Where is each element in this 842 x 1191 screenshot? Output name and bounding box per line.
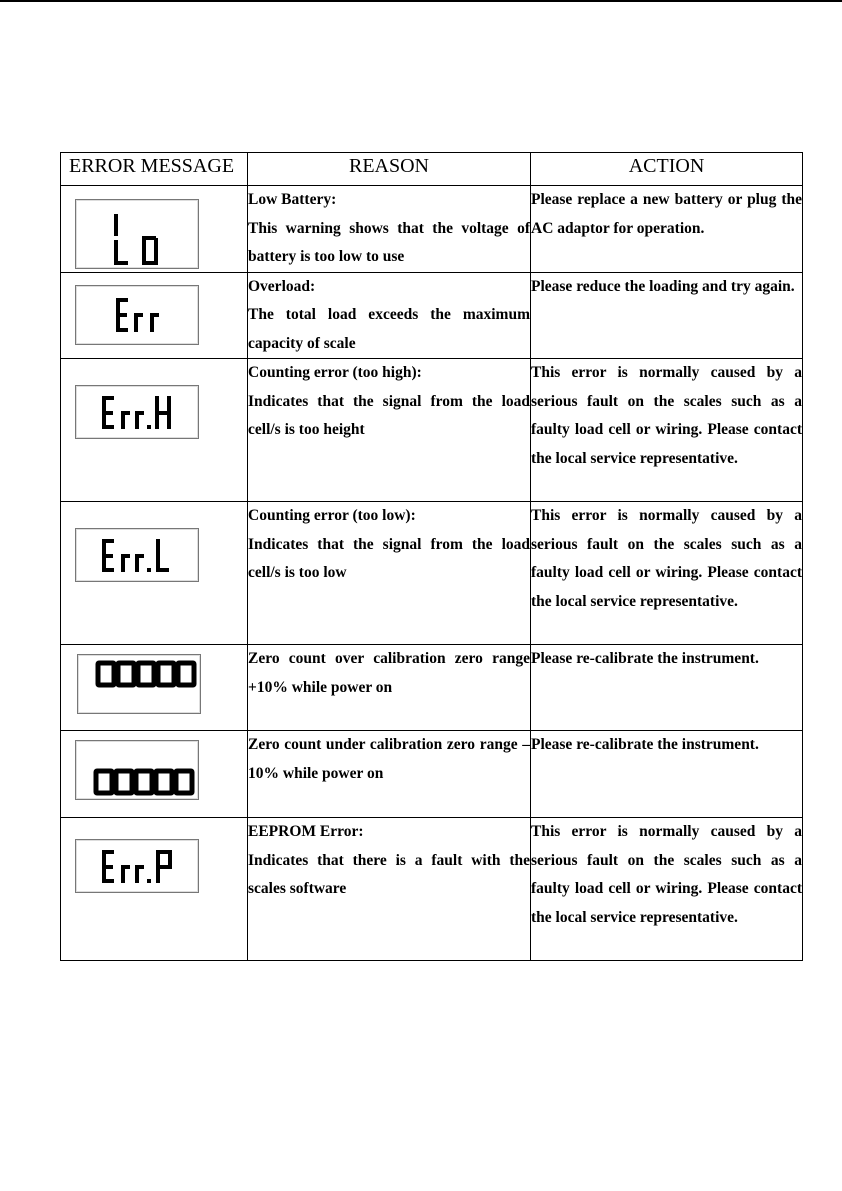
lcd-digit-0 bbox=[158, 663, 174, 685]
lcd-digit-0 bbox=[98, 663, 114, 685]
lcd-digit-r bbox=[121, 554, 130, 572]
lcd-digit-0 bbox=[96, 771, 112, 793]
lcd-decimal-point bbox=[147, 879, 151, 883]
lcd-digit-0 bbox=[176, 771, 192, 793]
reason-description: Indicates that the signal from the load cell/s is too low bbox=[248, 535, 530, 581]
lcd-readout-zeros-low bbox=[76, 741, 198, 799]
error-display-cell bbox=[61, 818, 248, 961]
error-display-cell bbox=[61, 186, 248, 273]
lcd-readout-err-h bbox=[76, 386, 198, 438]
lcd-digit-0 bbox=[136, 771, 152, 793]
lcd-digit-P bbox=[156, 850, 172, 883]
table-row bbox=[61, 359, 803, 502]
lcd-digit-0 bbox=[116, 771, 132, 793]
lcd-digit-E bbox=[102, 396, 114, 429]
lcd-digit-r bbox=[150, 313, 159, 332]
error-display-cell bbox=[61, 731, 248, 818]
lcd-readout-err bbox=[76, 286, 198, 344]
action-cell: This error is normally caused by a serious fault on the scales such as a faulty load cell or wiring. Please contact the local service representative. bbox=[531, 359, 803, 502]
action-cell: Please re-calibrate the instrument. bbox=[531, 731, 803, 818]
lcd-digit-0 bbox=[138, 663, 154, 685]
lcd-digit-r bbox=[135, 554, 144, 572]
lcd-display bbox=[75, 528, 199, 582]
lcd-display bbox=[75, 385, 199, 439]
lcd-digit-E bbox=[102, 539, 114, 572]
lcd-digit-r bbox=[135, 411, 144, 429]
header-error-message: ERROR MESSAGE bbox=[61, 153, 248, 186]
error-display-cell bbox=[61, 359, 248, 502]
lcd-digit-r bbox=[134, 313, 143, 332]
reason-title: Counting error (too high): bbox=[248, 364, 422, 381]
reason-title: Counting error (too low): bbox=[248, 507, 416, 524]
reason-cell bbox=[248, 359, 531, 502]
lcd-readout-err-p bbox=[76, 840, 198, 892]
table-row bbox=[61, 645, 803, 731]
lcd-digit-0 bbox=[156, 771, 172, 793]
reason-title: Overload: bbox=[248, 277, 316, 295]
reason-cell bbox=[248, 186, 531, 273]
lcd-display bbox=[75, 839, 199, 893]
reason-description: Zero count under calibration zero range –10% while power on bbox=[248, 736, 530, 782]
header-action: ACTION bbox=[531, 153, 803, 186]
reason-title: Low Battery: bbox=[248, 191, 337, 208]
action-cell: Please re-calibrate the instrument. bbox=[531, 645, 803, 731]
reason-description: Indicates that the signal from the load cell/s is too height bbox=[248, 392, 530, 438]
reason-cell bbox=[248, 818, 531, 961]
header-reason: REASON bbox=[248, 153, 531, 186]
lcd-digit-L bbox=[114, 214, 128, 265]
action-cell: Please replace a new battery or plug the AC adaptor for operation. bbox=[531, 186, 803, 273]
reason-cell bbox=[248, 502, 531, 645]
reason-description: This warning shows that the voltage of battery is too low to use bbox=[248, 219, 530, 265]
lcd-readout-lo bbox=[76, 200, 198, 268]
lcd-digit-r bbox=[121, 865, 130, 883]
error-message-table bbox=[60, 152, 803, 961]
error-display-cell bbox=[61, 645, 248, 731]
reason-cell bbox=[248, 731, 531, 818]
error-display-cell bbox=[61, 272, 248, 359]
table-row bbox=[61, 818, 803, 961]
lcd-digit-0 bbox=[178, 663, 194, 685]
lcd-readout-zeros-high bbox=[78, 655, 200, 713]
lcd-display bbox=[75, 740, 199, 800]
lcd-digit-L bbox=[156, 539, 169, 572]
table-row bbox=[61, 272, 803, 359]
lcd-display bbox=[75, 285, 199, 345]
error-display-cell bbox=[61, 502, 248, 645]
reason-description: Zero count over calibration zero range +10% while power on bbox=[248, 650, 530, 696]
table-row bbox=[61, 186, 803, 273]
lcd-display bbox=[75, 199, 199, 269]
lcd-decimal-point bbox=[147, 568, 151, 572]
reason-cell bbox=[248, 272, 531, 359]
lcd-display bbox=[77, 654, 201, 714]
action-cell: This error is normally caused by a serious fault on the scales such as a faulty load cell or wiring. Please contact the local service representative. bbox=[531, 818, 803, 961]
reason-title: EEPROM Error: bbox=[248, 823, 364, 840]
lcd-digit-r bbox=[135, 865, 144, 883]
action-cell: This error is normally caused by a serious fault on the scales such as a faulty load cell or wiring. Please contact the local service representative. bbox=[531, 502, 803, 645]
action-cell: Please reduce the loading and try again. bbox=[531, 272, 803, 359]
table-header-row bbox=[61, 153, 803, 186]
lcd-digit-0 bbox=[118, 663, 134, 685]
lcd-digit-E bbox=[102, 850, 114, 883]
reason-description: Indicates that there is a fault with the scales software bbox=[248, 851, 530, 897]
page-top-rule bbox=[0, 0, 842, 2]
lcd-digit-r bbox=[121, 411, 130, 429]
lcd-digit-o bbox=[142, 236, 158, 265]
reason-cell bbox=[248, 645, 531, 731]
lcd-digit-H bbox=[155, 396, 171, 429]
lcd-readout-err-l bbox=[76, 529, 198, 581]
lcd-digit-E bbox=[116, 298, 128, 332]
lcd-decimal-point bbox=[147, 425, 151, 429]
table-row bbox=[61, 731, 803, 818]
table-row bbox=[61, 502, 803, 645]
reason-description: The total load exceeds the maximum capacity of scale bbox=[248, 306, 530, 352]
